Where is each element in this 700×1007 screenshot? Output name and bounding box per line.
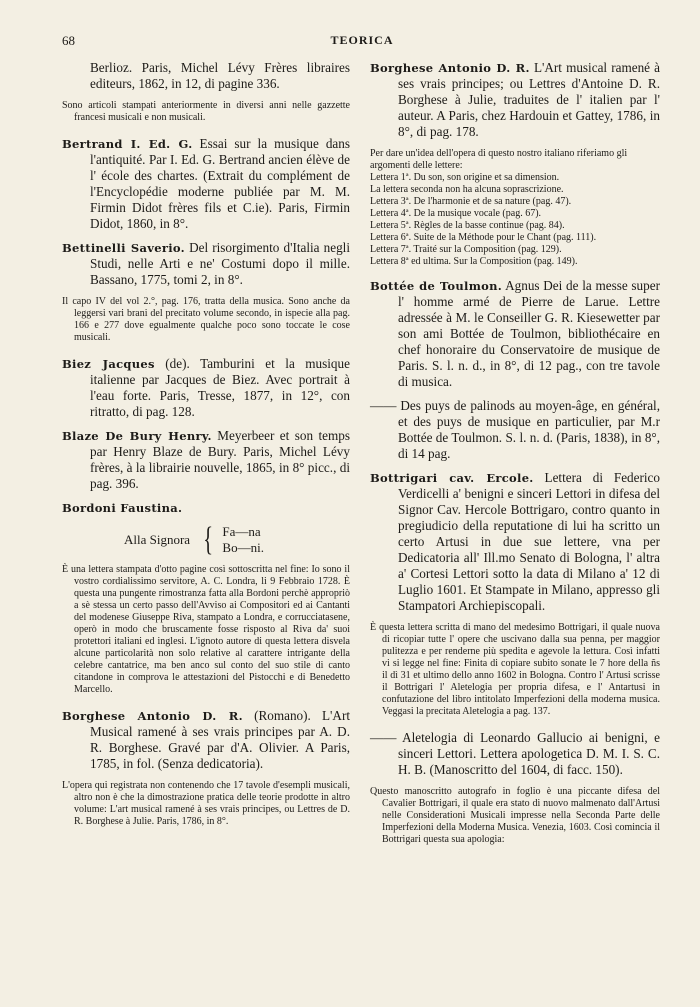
contents-item: Lettera 5ª. Règles de la basse continue (pag. 84).: [370, 220, 565, 231]
right-column: [370, 60, 660, 858]
contents-item: Lettera 8ª ed ultima. Sur la Composition (pag. 149).: [370, 256, 578, 267]
contents-item: La lettera seconda non ha alcuna soprascrizione.: [370, 184, 564, 195]
bibliography-entry: [62, 500, 350, 516]
running-head: [62, 33, 662, 49]
ditto-dash: ——: [370, 730, 403, 745]
bibliography-entry-ditto: [370, 730, 660, 778]
bibliography-entry: [62, 240, 350, 288]
annotation-note: È questa lettera scritta di mano del medesimo Bottrigari, il quale nuova di ricopiar tutte l' opere che uscivano dalla sua penna, per maggior pulitezza e per renderne più spedita e agevole la lettura. Così infatti vi si legge nel fine: Finita di copiare subito sonate le 7 hore della ñs il dì 31 et ultimo dello anno 1602 in Bologna. Contro l' Artusi scrisse il Bottrigari l' Aletelogia per propria difesa, e l' Antartusi in confutazione del libro intitolato Imperfezioni della moderna musica. Veggasi la precitata Aletelogia a pag. 137.: [370, 622, 660, 717]
ditto-dash: ——: [370, 398, 401, 413]
annotation-note: Questo manoscritto autografo in foglio è una piccante difesa del Cavalier Bottrigari, il quale era stato di nuovo malmenato dall'Artusi nelle Considerationi Musicali impresse nella Seconda Parte delle Imperfezioni della Moderna Musica. Venezia, 1603. Così comincia il Bottrigari questa sua apologia:: [370, 786, 660, 845]
entry-heading: Borghese Antonio D. R.: [370, 61, 530, 75]
annotation-note: Il capo IV del vol 2.°, pag. 176, tratta della musica. Sono anche da leggersi vari brani del precitato volume secondo, in ispecie alla pag. 166 e 277 dove egualmente qualche poco sono toccate le cose musicali.: [62, 296, 350, 343]
entry-text: Berlioz. Paris, Michel Lévy Frères libraires editeurs, 1862, in 12, di pagine 336.: [90, 60, 350, 91]
letters-contents: [370, 148, 660, 268]
verse-line: Bo—ni.: [222, 540, 264, 555]
entry-text: (de). Tamburini et la musique italienne par Jacques de Biez. Avec portrait à l'eau forte. Paris, Tresse, 1877, in 12°, con ritratto, di pag. 128.: [90, 356, 350, 419]
contents-item: Lettera 1ª. Du son, son origine et sa dimension.: [370, 172, 560, 183]
entry-text: L'Art musical ramené à ses vrais principes; ou Lettres d'Antoine D. R. Borghese à Julie, traduites de l' italien par l' auteur. A Paris, chez Hardouin et Gattey, 1786, in 8°, di pag. 178.: [398, 60, 660, 139]
entry-heading: Bottée de Toulmon.: [370, 279, 503, 293]
verse-line: Fa—na: [222, 524, 261, 539]
bibliography-entry: [62, 708, 350, 772]
page-number: 68: [62, 33, 75, 48]
entry-text: Lettera di Federico Verdicelli a' benigni e sinceri Lettori in difesa del Signor Cav. Hercole Bottrigaro, contro quanto in pregiudicio della reputatione di lui ha scritto un certo Artusi in due sue lettere, vna per Dedicatoria all' Ill.mo Senato di Bologna, l' altra a' Cortesi Lettori sotto la data di Milano a' 12 di Luglio 1601. Et Stampate in Milano, appresso gli Stampatori Archiepiscopali.: [398, 470, 661, 613]
annotation-note: L'opera qui registrata non contenendo che 17 tavole d'esempli musicali, altro non è che la dimostrazione pratica delle teorie prodotte in altro volume: L'art musical ramené à ses vrais principes, ou Lettres de D. R. Borghese à Julie. Paris, 1786, in 8°.: [62, 780, 350, 827]
contents-item: Lettera 7ª. Traité sur la Composition (pag. 129).: [370, 244, 562, 255]
bibliography-entry: [62, 428, 350, 492]
entry-text: Meyerbeer et son temps par Henry Blaze de Bury. Paris, Michel Lévy frères, à la librairie nouvelle, 1865, in 8° picc., di pag. 396.: [90, 428, 350, 491]
continued-entry: [62, 60, 350, 92]
brace-glyph: {: [203, 521, 214, 558]
entry-text: Des puys de palinods au moyen-âge, en général, et des puys de musique en particulier, par M.r Bottée de Toulmon. S. l. n. d. (Paris, 1838), in 8°, di 14 pag.: [398, 398, 661, 461]
bibliography-entry: [370, 278, 660, 390]
bibliography-entry: [370, 60, 660, 140]
entry-heading: Biez Jacques: [62, 357, 155, 371]
verse-lines: [222, 524, 264, 556]
entry-text: Aletelogia di Leonardo Gallucio ai benigni, e sinceri Lettori. Lettera apologetica D. M. I. S. C. H. B. (Manoscritto del 1604, di facc. 150).: [398, 730, 660, 777]
entry-heading: Bordoni Faustina.: [62, 501, 183, 515]
bibliography-entry: [370, 470, 660, 614]
annotation-note: È una lettera stampata d'otto pagine così sottoscritta nel fine: Io sono il vostro cordialissimo servitore, A. C. Londra, li 9 Febbraio 1728. È questa una pungente rimostranza fatta alla Bordoni perchè appropriò a sè stessa un certo passo dell'Avviso ai Compositori ed ai Cantanti del modenese Giuseppe Riva, stampato a Londra, e corrucciatasene, operò in modo che bruscamente fosse risposto al Riva da' suoi protettori italiani ed inglesi. L'ignoto autore di questa lettera disvela alcune particolarità non solo relative al carattere intrigante della celebre cantatrice, ma ben anco sul conto del suo stile di canto citandone in comprova le attestazioni del Pistocchi e di Benedetto Marcello.: [62, 564, 350, 695]
contents-item: Lettera 6ª. Suite de la Méthode pour le Chant (pag. 111).: [370, 232, 597, 243]
section-title: TEORICA: [330, 33, 394, 47]
entry-heading: Bettinelli Saverio.: [62, 241, 185, 255]
entry-text: Essai sur la musique dans l'antiquité. Par I. Ed. G. Bertrand ancien élève de l' école des chartes. (Extrait du complément de l'Encyclopédie moderne publiée par M. M. Firmin Didot frères fils et C.ie). Paris, Firmin Didot, 1860, in 8°.: [90, 136, 350, 231]
entry-text: Del risorgimento d'Italia negli Studi, nelle Arti e ne' Costumi dopo il mille. Bassano, 1775, tomi 2, in 8°.: [90, 240, 351, 287]
salutation-label: Alla Signora: [124, 532, 191, 547]
salutation-verse: [124, 521, 350, 558]
bibliography-entry: [62, 356, 350, 420]
contents-item: Lettera 4ª. De la musique vocale (pag. 67).: [370, 208, 542, 219]
entry-heading: Bertrand I. Ed. G.: [62, 137, 193, 151]
bibliography-entry: [62, 136, 350, 232]
entry-heading: Blaze De Bury Henry.: [62, 429, 212, 443]
entry-text: Agnus Dei de la messe super l' homme armé de Pierre de Larue. Lettre adressée à M. le Conseiller G. R. Kiesewetter par son ami Bottée de Toulmon, bibliothécaire en chef honoraire du Conservatoire de musique de Paris. S. l. n. d., in 8°, di 12 pag., con tre tavole di musica.: [398, 278, 660, 389]
entry-text: (Romano). L'Art Musical ramené à ses vrais principes par A. D. R. Borghese. Gravé par d'A. Olivier. A Paris, 1785, in fol. (Senza dedicatoria).: [90, 708, 350, 771]
bibliography-entry-ditto: [370, 398, 660, 462]
left-column: [62, 60, 350, 840]
entry-heading: Borghese Antonio D. R.: [62, 709, 243, 723]
entry-heading: Bottrigari cav. Ercole.: [370, 471, 534, 485]
contents-item: Lettera 3ª. De l'harmonie et de sa nature (pag. 47).: [370, 196, 572, 207]
annotation-note: Sono articoli stampati anteriormente in diversi anni nelle gazzette francesi musicali e non musicali.: [62, 100, 350, 123]
contents-intro: Per dare un'idea dell'opera di questo nostro italiano riferiamo gli argomenti delle lettere:: [370, 148, 628, 171]
